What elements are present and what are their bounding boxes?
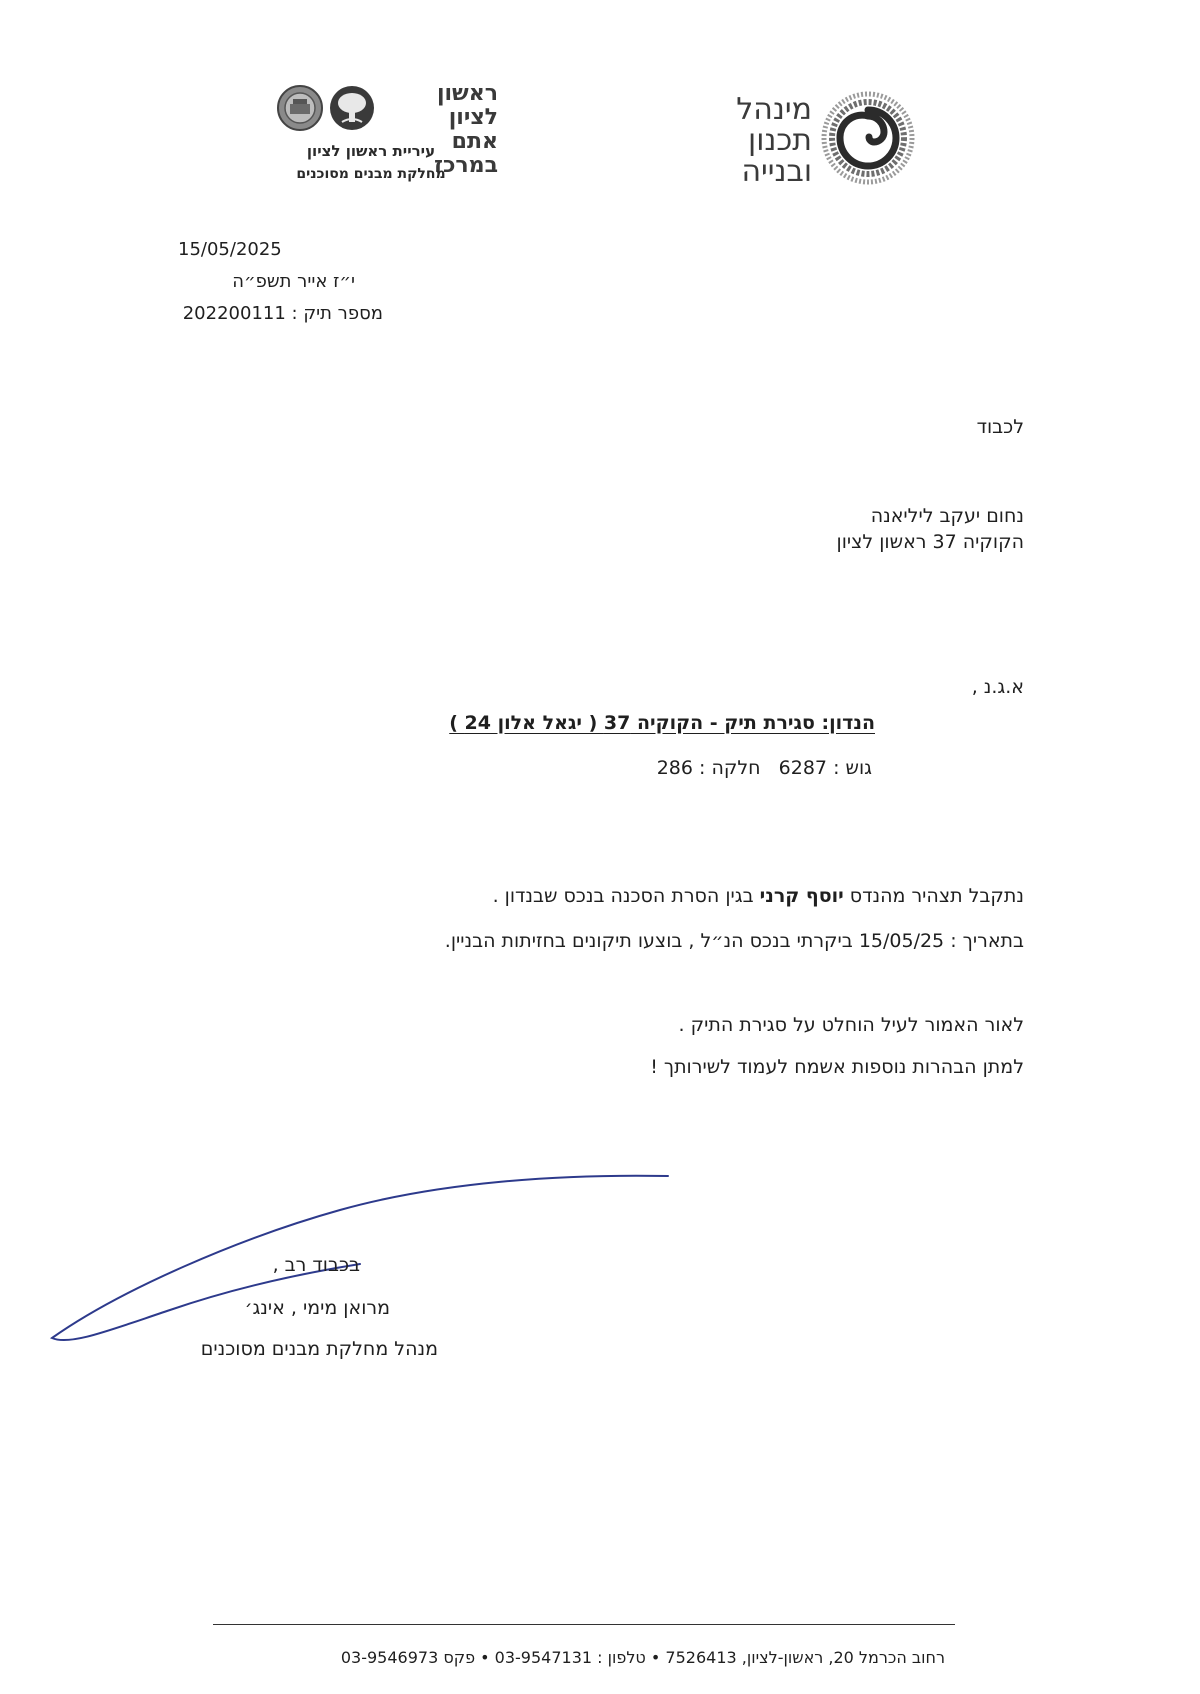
department-logo-text: מינהל תכנון ובנייה	[736, 92, 812, 189]
body-paragraph-3: לאור האמור לעיל הוחלט על סגירת התיק .	[678, 1014, 1024, 1036]
city-logo	[276, 80, 506, 190]
gregorian-date: 15/05/2025	[178, 239, 282, 260]
file-number-label: מספר תיק :	[291, 303, 383, 324]
salutation: לכבוד	[976, 416, 1024, 438]
parcel-info	[657, 757, 872, 779]
body-paragraph-2: בתאריך : 15/05/25 ביקרתי בנכס הנ״ל , בוצעו תיקונים בחזיתות הבניין.	[444, 930, 1024, 952]
municipality-name: עיריית ראשון לציון	[306, 142, 436, 160]
block-value: 6287	[778, 757, 828, 779]
greeting: א.ג.נ ,	[971, 676, 1024, 698]
parcel-label: חלקה :	[699, 757, 761, 779]
block-label: גוש :	[833, 757, 872, 779]
handwritten-signature-icon	[40, 1160, 680, 1360]
engineer-name: יוסף קרני	[759, 885, 844, 907]
tree-emblem-icon	[328, 84, 376, 132]
city-seal-icon	[276, 84, 324, 132]
file-number-value: 202200111	[182, 303, 286, 324]
hebrew-date: י״ז אייר תשפ״ה	[232, 271, 355, 292]
spiral-logo-icon	[818, 88, 918, 188]
parcel-value: 286	[656, 757, 693, 779]
footer-address: רחוב הכרמל 20, ראשון-לציון, 7526413 • טלפון : 03-9547131 • פקס 03-9546973	[340, 1648, 945, 1667]
closing-regards: בכבוד רב ,	[272, 1254, 360, 1276]
signer-name: מרואן מימי , אינג׳	[244, 1297, 390, 1319]
recipient-name: נחום יעקב ליליאנה	[870, 505, 1024, 527]
planning-department-logo	[736, 88, 920, 198]
recipient-address: הקוקיה 37 ראשון לציון	[836, 531, 1024, 553]
body-paragraph-4: למתן הבהרות נוספות אשמח לעמוד לשירותך !	[650, 1056, 1024, 1078]
department-name: מחלקת מבנים מסוכנים	[296, 166, 446, 182]
city-slogan: ראשון לציון אתם במרכז	[434, 81, 498, 178]
footer-divider	[213, 1624, 955, 1625]
body-paragraph-1: נתקבל תצהיר מהנדס יוסף קרני בגין הסרת הסכנה בנכס שבנדון .	[492, 885, 1024, 907]
signer-title: מנהל מחלקת מבנים מסוכנים	[200, 1338, 438, 1360]
file-number	[183, 303, 383, 324]
subject-line: הנדון: סגירת תיק - הקוקיה 37 ( יגאל אלון 24 )	[449, 712, 875, 734]
